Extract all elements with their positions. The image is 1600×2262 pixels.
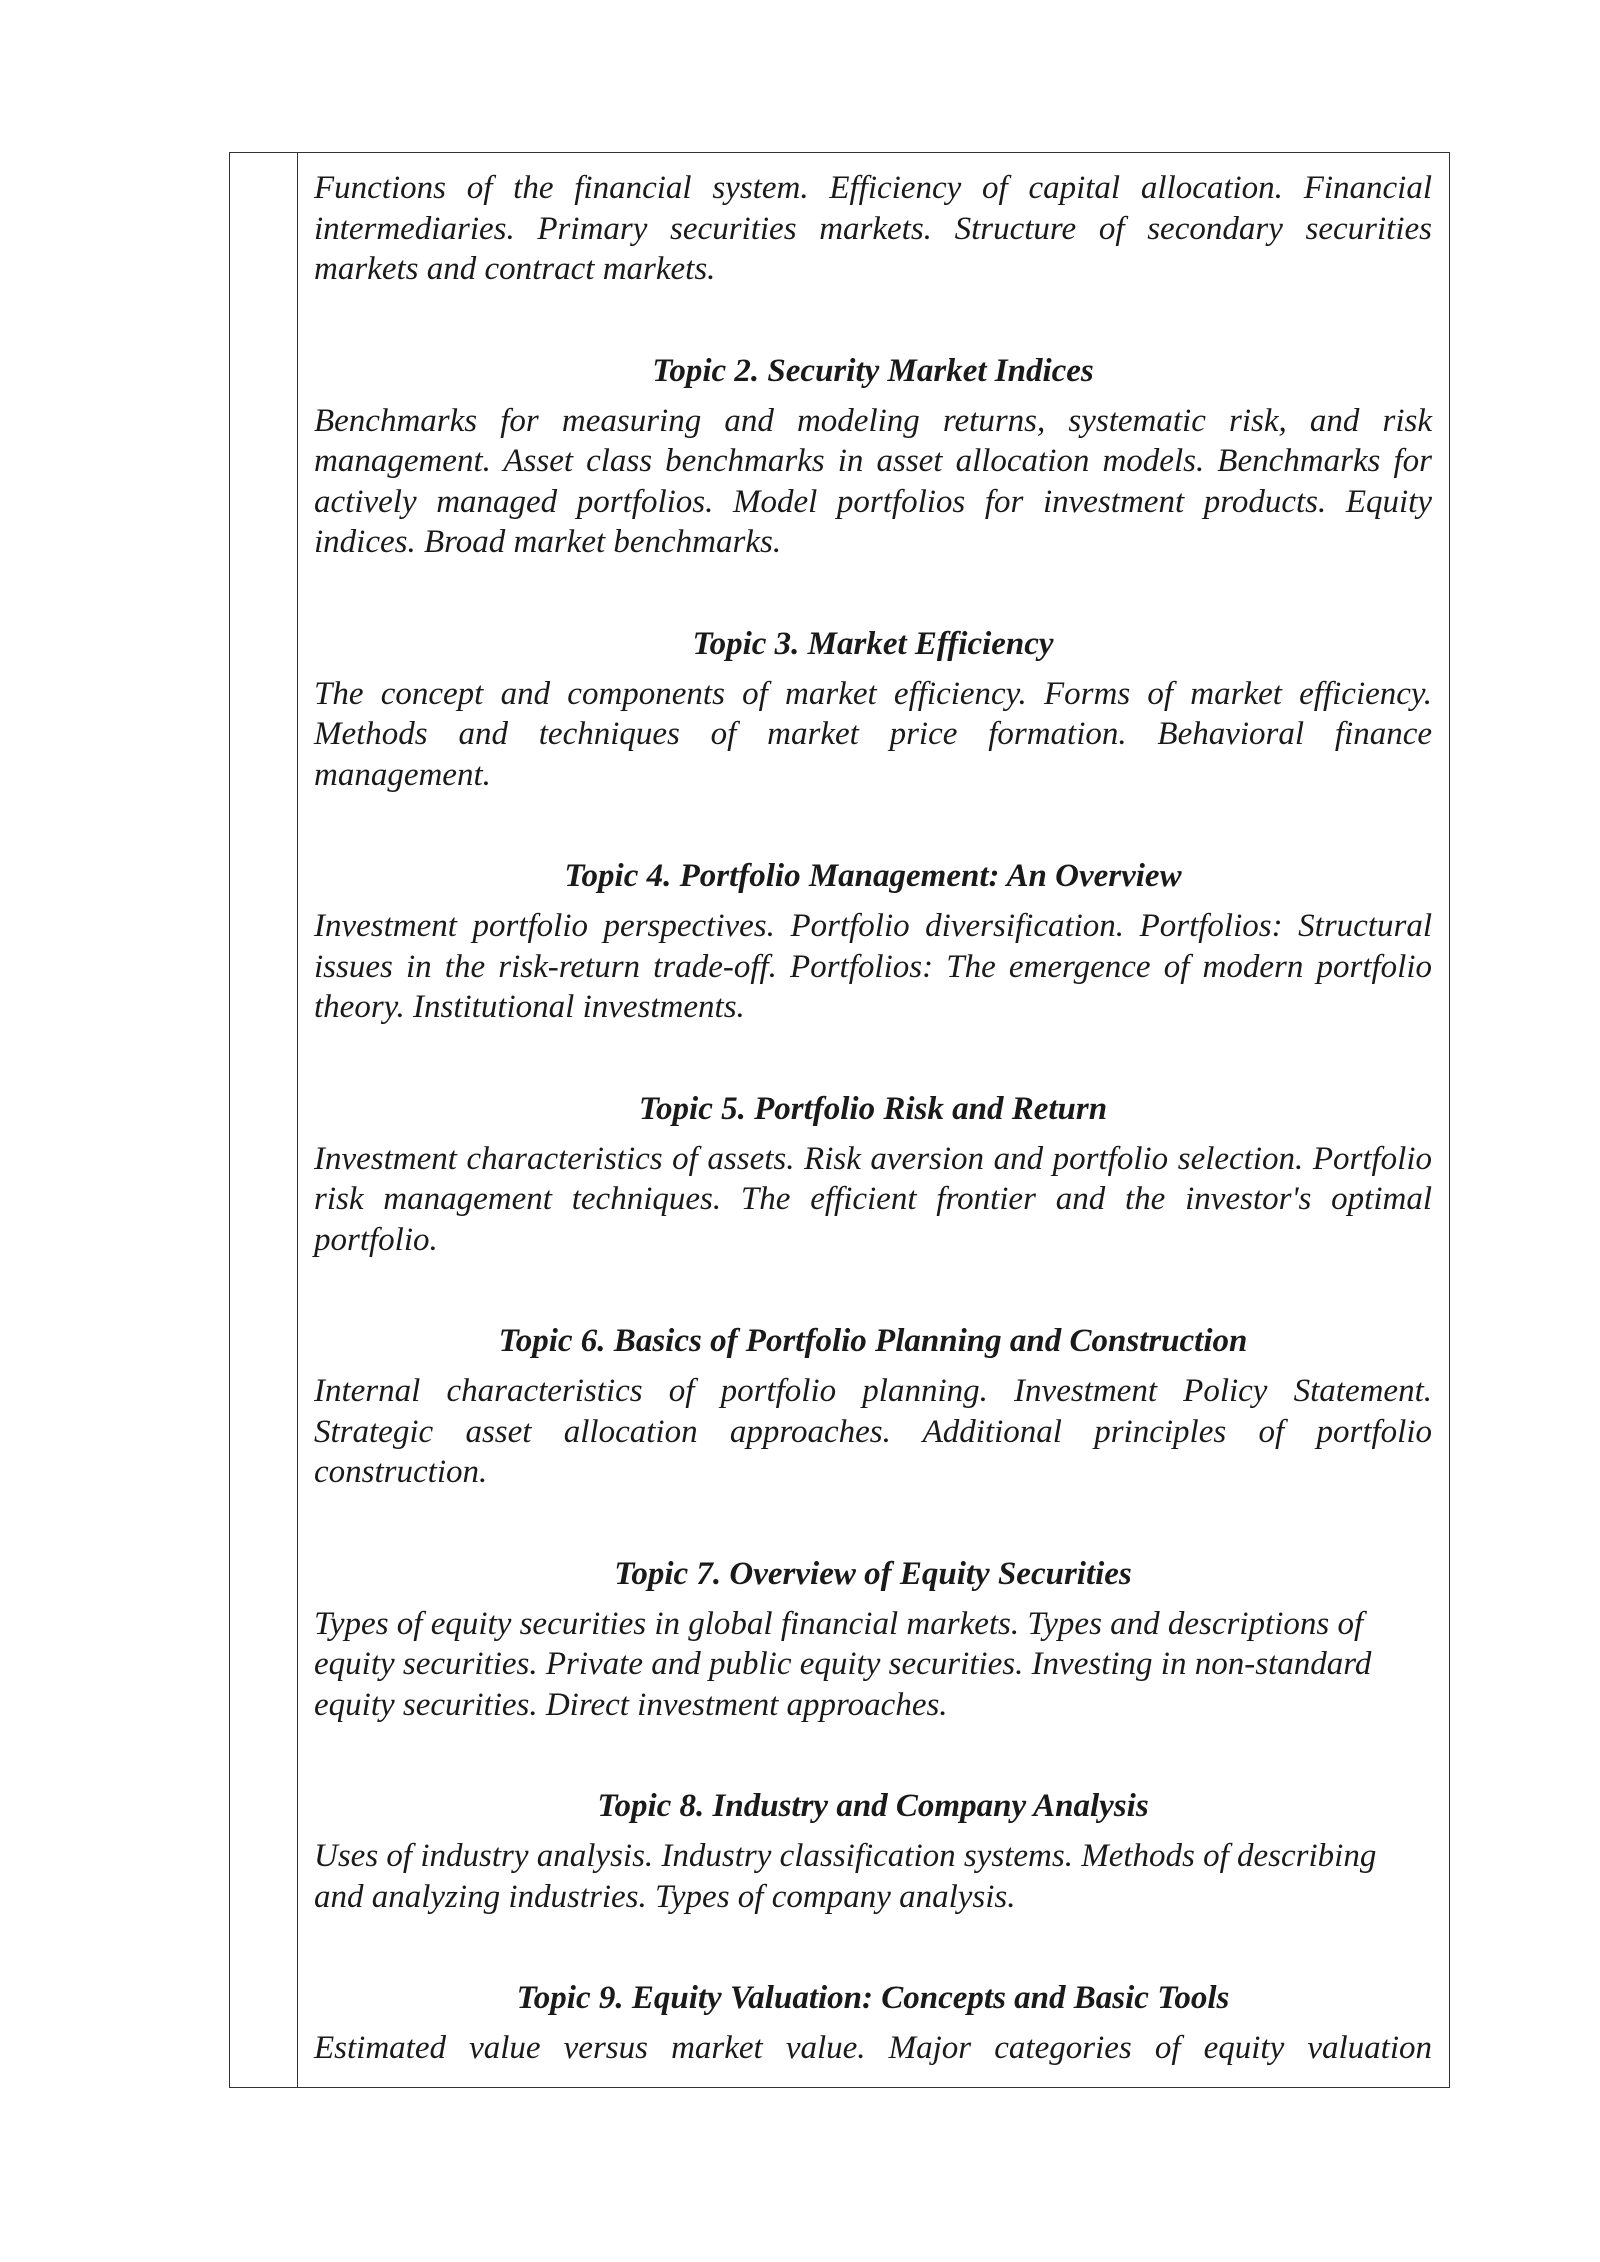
topic-9-title: Topic 9. Equity Valuation: Concepts and Basic Tools [516,1980,1230,2016]
topic-3 [314,624,1432,796]
topic-6 [314,1321,1432,1493]
topic-8-title: Topic 8. Industry and Company Analysis [597,1788,1149,1824]
topic-5-title: Topic 5. Portfolio Risk and Return [638,1090,1108,1127]
topic-8-text: Uses of industry analysis. Industry classification systems. Methods of describing and analyzing industries. Types of company analysis. [314,1838,1377,1915]
topic-4-title: Topic 4. Portfolio Management: An Overview [564,858,1182,894]
topic-7-text: Types of equity securities in global financial markets. Types and descriptions of equity securities. Private and public equity securities. Investing in non-standard equity securities. Direct investment approaches. [314,1605,1372,1723]
topic-7-title: Topic 7. Overview of Equity Securities [614,1555,1132,1592]
table-left-column [230,153,298,2087]
topic-2-title: Topic 2. Security Market Indices [652,352,1094,389]
topic-4-text: Investment portfolio perspectives. Portfolio diversification. Portfolios: Structural issues in the risk-return trade-off. Portfolios: The emergence of modern portfolio theory. Institutional investments. [314,908,1432,1025]
topic-3-title: Topic 3. Market Efficiency [692,625,1054,662]
topic-5 [314,1089,1432,1261]
topic-6-text: Internal characteristics of portfolio planning. Investment Policy Statement. Strategic asset allocation approaches. Additional principles of portfolio construction. [314,1373,1432,1490]
intro-paragraph: Functions of the financial system. Efficiency of capital allocation. Financial intermediaries. Primary securities markets. Structure of secondary securities markets and contract markets. [314,170,1432,287]
topic-2-text: Benchmarks for measuring and modeling returns, systematic risk, and risk management. Asset class benchmarks in asset allocation models. Benchmarks for actively managed portfolios. Model portfolios for investment products. Equity indices. Broad market benchmarks. [314,402,1432,560]
topic-8 [314,1786,1432,1917]
topic-7 [314,1554,1432,1726]
topic-4 [314,856,1432,1028]
topic-6-title: Topic 6. Basics of Portfolio Planning and Construction [498,1323,1248,1359]
topic-5-text: Investment characteristics of assets. Risk aversion and portfolio selection. Portfolio risk management techniques. The efficient frontier and the investor's optimal portfolio. [314,1140,1432,1258]
topic-2 [314,351,1432,563]
syllabus-table [229,152,1450,2088]
table-content-column [314,168,1432,2069]
topic-9-text: Estimated value versus market value. Major categories of equity valuation [314,2030,1432,2066]
topic-9 [314,1978,1432,2069]
topic-3-text: The concept and components of market efficiency. Forms of market efficiency. Methods and techniques of market price formation. Behavioral finance management. [314,675,1432,793]
